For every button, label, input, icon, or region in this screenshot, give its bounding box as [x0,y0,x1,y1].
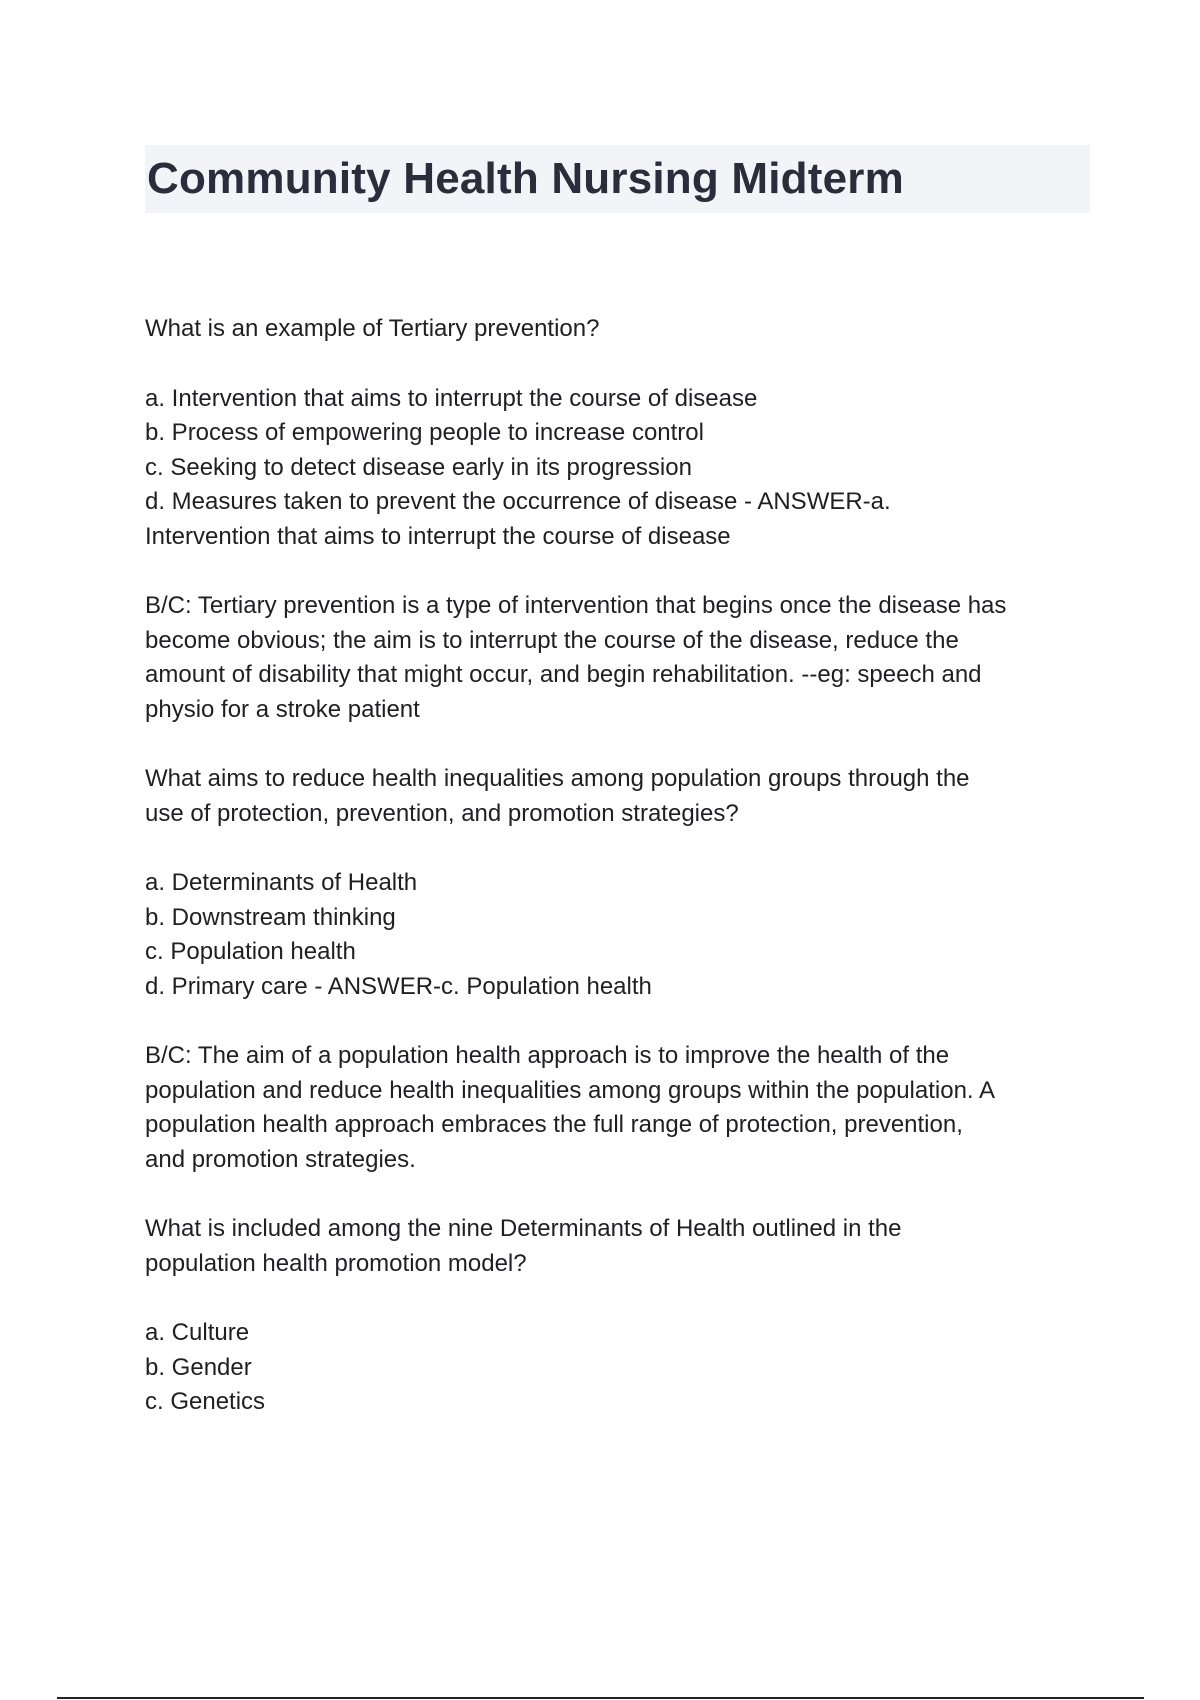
question-2-options [145,866,1095,1004]
option-a: a. Determinants of Health [145,869,418,896]
explanation-line: amount of disability that might occur, and begin rehabilitation. --eg: speech and [145,661,982,688]
explanation-line: physio for a stroke patient [145,695,420,723]
question-text: What aims to reduce health inequalities among population groups through the [145,765,970,792]
page-title: Community Health Nursing Midterm [147,154,904,203]
question-text: What is an example of Tertiary prevention? [145,315,600,342]
option-b: b. Gender [145,1353,252,1381]
question-2-explanation [145,1039,1095,1177]
question-text: What is included among the nine Determinants of Health outlined in the [145,1215,902,1242]
option-b: b. Process of empowering people to increase control [145,419,704,446]
title-banner [145,145,1090,213]
question-1-explanation [145,589,1095,727]
option-d-answer: d. Primary care - ANSWER-c. Population health [145,972,652,1000]
option-a: a. Intervention that aims to interrupt the course of disease [145,384,758,412]
explanation-line: population health approach embraces the full range of protection, prevention, [145,1111,963,1138]
explanation-line: become obvious; the aim is to interrupt the course of the disease, reduce the [145,626,959,654]
explanation-line: population and reduce health inequalities among groups within the population. A [145,1076,995,1104]
question-text: population health promotion model? [145,1249,527,1277]
question-3-options [145,1316,1095,1420]
page-bottom-divider [57,1697,1144,1699]
explanation-line: B/C: Tertiary prevention is a type of intervention that begins once the disease has [145,592,1007,619]
option-c: c. Population health [145,938,356,965]
option-c: c. Genetics [145,1388,266,1415]
option-a: a. Culture [145,1319,250,1346]
question-text: use of protection, prevention, and promotion strategies? [145,799,739,827]
question-2 [145,762,1095,831]
question-3 [145,1212,1095,1281]
option-b: b. Downstream thinking [145,903,396,931]
document-body [145,312,1095,1455]
question-1 [145,312,1095,347]
option-d-answer: d. Measures taken to prevent the occurrence of disease - ANSWER-a. [145,488,891,515]
question-1-options [145,382,1095,555]
explanation-line: B/C: The aim of a population health approach is to improve the health of the [145,1042,950,1069]
answer-continuation: Intervention that aims to interrupt the course of disease [145,522,731,550]
option-c: c. Seeking to detect disease early in its progression [145,453,692,481]
explanation-line: and promotion strategies. [145,1145,416,1173]
